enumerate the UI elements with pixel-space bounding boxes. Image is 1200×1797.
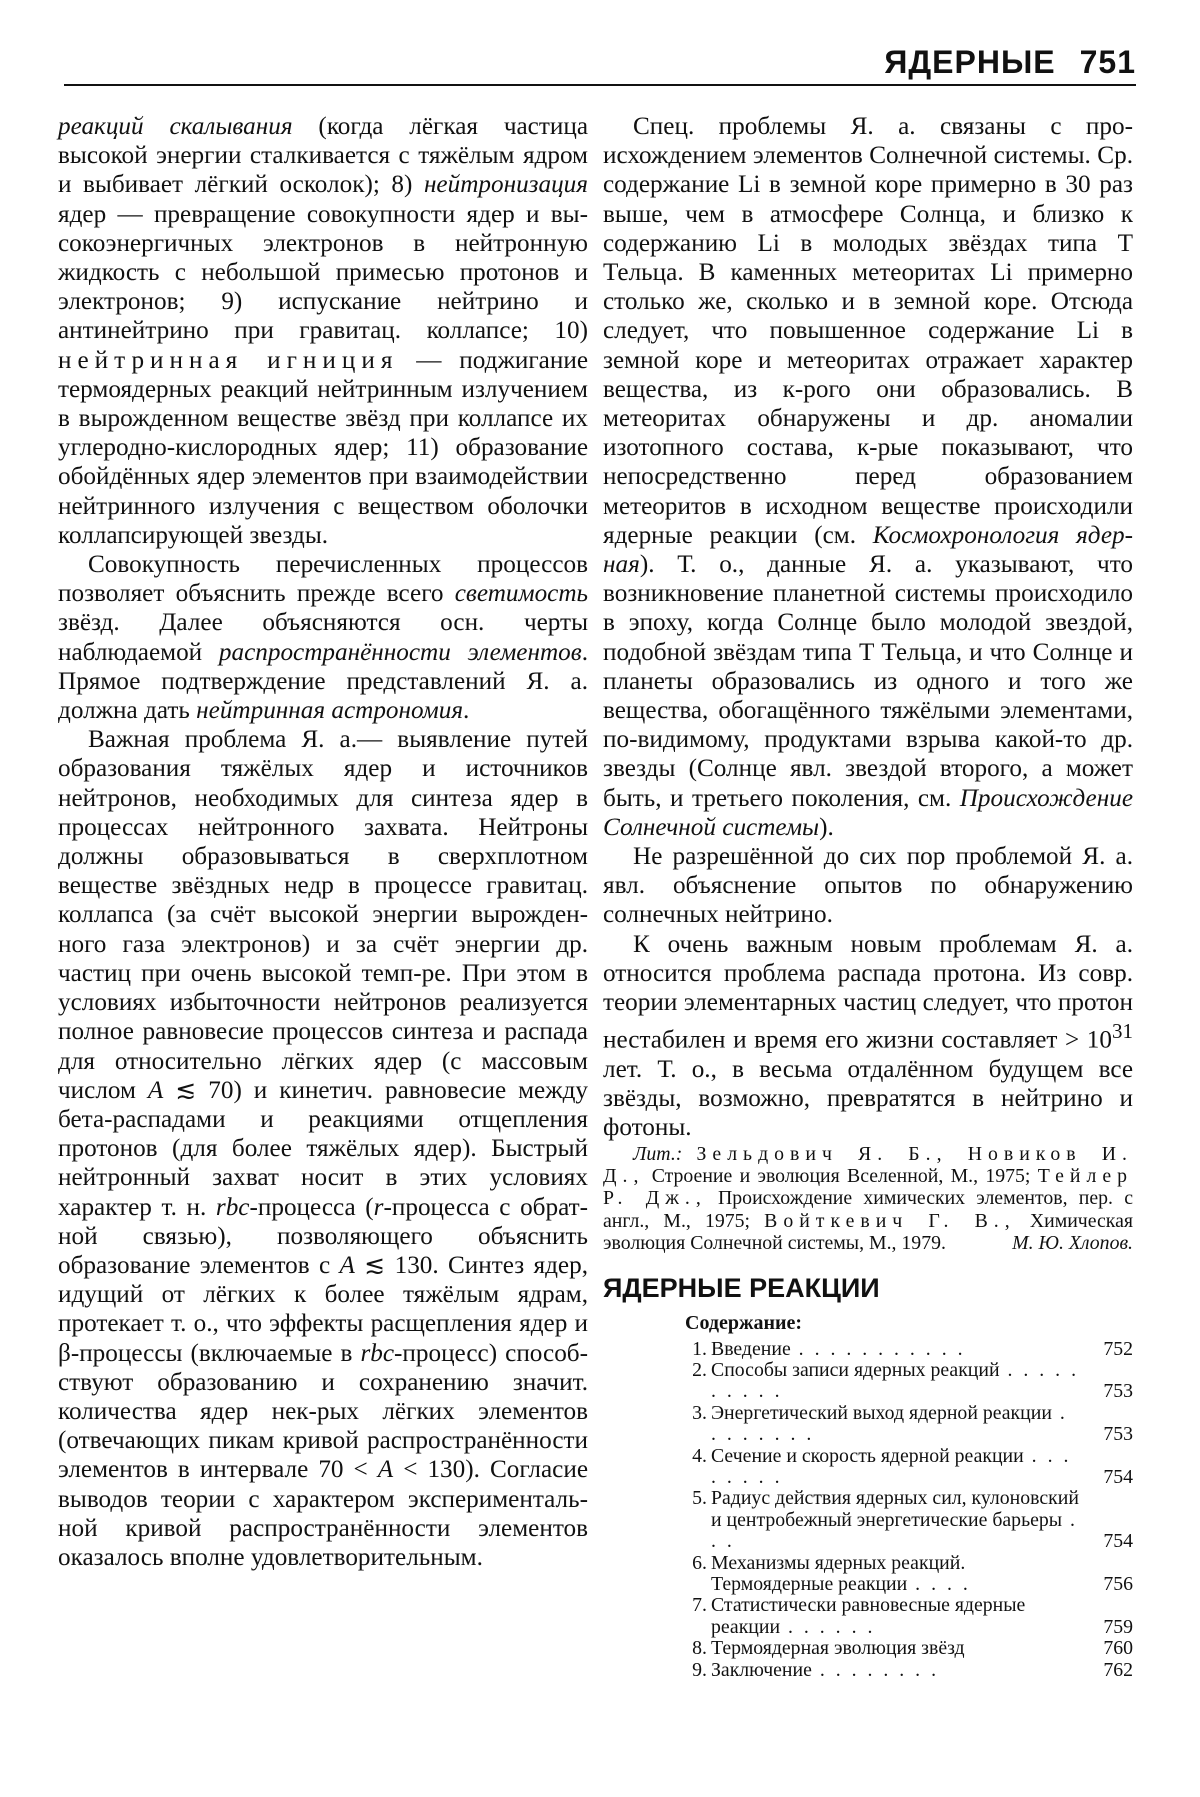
text: < 130). Согласие выводов теории с характером экспериментальной кривой распространённости элементов оказалось вполне удовлетворительным.: [58, 1456, 589, 1571]
paragraph: [58, 550, 588, 725]
symbol: rbc: [360, 1339, 395, 1367]
toc-text: Статистически равновесные ядерные реакции: [711, 1594, 1026, 1638]
text: лет. Т. о., в весьма отдалённом будущем все звёзды, возможно, превратятся в нейтрино и фотоны.: [603, 1055, 1133, 1142]
text: ≲ 130. Синтез ядер, идущий от лёгких к более тяжёлым ядрам, протекает т. о., что эффекты расщепления ядер и β-процессы (включаемые в: [58, 1251, 589, 1367]
toc-page: 760: [1103, 1637, 1133, 1660]
text: -процесса с обратной связью), позволяющего объяснить образование элементов с: [58, 1193, 588, 1279]
text: Не разрешённой до сих пор проблемой Я. а. явл. объяснение опытов по обнаружению солнечных нейтрино.: [603, 843, 1133, 929]
literature: [603, 1143, 1133, 1255]
page-number: 751: [1079, 44, 1136, 80]
paragraph: [58, 725, 588, 1572]
toc-item[interactable]: 1. Введение . . . . . . . . . . . 752: [685, 1339, 1133, 1360]
paragraph: [603, 930, 1133, 1143]
cross-reference: светимость: [454, 580, 588, 608]
text: -процесса (: [249, 1193, 374, 1221]
left-column: [58, 112, 588, 1572]
section-title: ЯДЕРНЫЕ РЕАКЦИИ: [603, 1272, 880, 1303]
cross-reference: Происхождение Солнечной системы: [603, 784, 1133, 841]
term: реакций скалывания: [58, 113, 293, 140]
text: Строение и эволюция Вселенной, М., 1975;: [644, 1164, 1038, 1187]
toc-page: 753: [1103, 1423, 1133, 1446]
header-title: ЯДЕРНЫЕ: [884, 44, 1056, 80]
author: Тейлер Р. Дж.,: [603, 1164, 1133, 1210]
paragraph: [603, 112, 1133, 842]
toc-number: 2.: [692, 1358, 707, 1381]
cross-reference: Космохронология ядерная: [603, 521, 1134, 579]
toc-item[interactable]: [685, 1638, 1133, 1659]
symbol: rbc: [215, 1193, 250, 1221]
toc-page: 754: [1103, 1530, 1133, 1553]
header-rule: [64, 84, 1136, 86]
toc-number: 7.: [692, 1594, 707, 1617]
toc-number: 5.: [692, 1487, 707, 1510]
running-header: [64, 44, 1136, 84]
text: Химическая эволюция Солнечной системы, М., 1979.: [603, 1209, 1133, 1255]
toc-item[interactable]: 3. Энергетический выход ядерной реакции . . . . . . . . 753: [685, 1403, 1133, 1446]
toc-item[interactable]: 2. Способы записи ядерных реакций . . . . . . . . . . 753: [685, 1360, 1133, 1403]
toc-page: 759: [1103, 1615, 1133, 1638]
toc-page: 754: [1103, 1465, 1133, 1488]
toc-text: Сечение и скорость ядерной реакции: [711, 1444, 1024, 1467]
toc-page: 756: [1103, 1573, 1133, 1595]
author: Зельдович Я. Б., Новиков И. Д.,: [603, 1142, 1133, 1187]
cross-reference: распространённости элементов: [218, 638, 582, 666]
symbol: A: [339, 1251, 355, 1279]
toc-page: 753: [1103, 1380, 1133, 1403]
toc-text: Заключение: [711, 1658, 812, 1681]
text: звёзд. Далее объясняются осн. черты наблюдаемой: [58, 609, 588, 666]
article-signature: М. Ю. Хлопов.: [1012, 1232, 1133, 1255]
toc-text: Способы записи ядерных реакций: [711, 1358, 1000, 1381]
text: Происхождение химических элементов, пер. с англ., М., 1975;: [603, 1187, 1133, 1232]
exponent: 31: [1112, 1019, 1133, 1044]
toc-text: Механизмы ядерных реакций. Термоядерные реакции: [711, 1551, 966, 1595]
toc-text: Энергетический выход ядерной реакции: [711, 1401, 1052, 1424]
toc-number: 9.: [692, 1658, 707, 1681]
toc-number: 8.: [692, 1637, 707, 1660]
toc-page: 762: [1103, 1658, 1133, 1681]
text: (когда лёгкая частица высокой энергии сталкивается с тяжёлым ядром и выбивает лёгкий осколок); 8): [58, 113, 589, 199]
symbol: r: [373, 1193, 384, 1221]
toc-item[interactable]: 6. Механизмы ядерных реакций. Термоядерные реакции . . . . 756: [685, 1553, 1133, 1596]
symbol: A: [147, 1076, 164, 1104]
text: К очень важным новым проблемам Я. а. относится проблема распада протона. Из совр. теории элементарных частиц следует, что протон нестабилен и время его жизни составляет > 10: [603, 930, 1133, 1054]
right-column: [603, 112, 1133, 1681]
text: .: [463, 697, 470, 725]
literature-label: Лит.:: [633, 1142, 683, 1165]
text: -процесс) способствуют образованию и сохранению значит. количества ядер нек-рых лёгких элементов (отвечающих пикам кривой распространённости элементов в интервале 70 <: [58, 1339, 588, 1484]
toc-item[interactable]: 5. Радиус действия ядерных сил, кулоновский и центробежный энергетические барьеры . . . 754: [685, 1488, 1133, 1552]
text: ядер — превращение совокупности ядер и высокоэнергичных электронов в нейтронную жидкость с небольшой примесью протонов и электронов; 9) испускание нейтрино и антинейтрино при гравитац. коллапсе; 10): [58, 200, 588, 345]
spaced-term: нейтринная игниция: [58, 346, 399, 374]
term: нейтронизация: [423, 171, 588, 199]
paragraph: [603, 842, 1133, 930]
text: ). Т. о., данные Я. а. указывают, что возникновение планетной системы происходило в эпоху, когда Солнце было молодой звездой, подобной звёздам типа Т Тельца, и что Солнце и планеты образовались из одного и того же вещества, обогащённого тяжёлыми элементами, по-видимому, продуктами взрыва какой-то др. звезды (Солнце явл. звездой второго, а может быть, и третьего поколения, см.: [603, 551, 1133, 812]
cross-reference: нейтринная астрономия: [196, 697, 464, 725]
contents-label: Содержание:: [685, 1311, 803, 1334]
toc-text: Радиус действия ядерных сил, кулоновский и центробежный энергетические барьеры: [711, 1487, 1079, 1531]
text: Важная проблема Я. а.— выявление путей образования тяжёлых ядер и источников нейтронов, необходимых для синтеза ядер в процессах нейтронного захвата. Нейтроны должны образовываться в сверхплотном веществе звёздных недр в процессе гравитац. коллапса (за счёт высокой энергии вырожденного газа электронов) и за счёт энергии др. частиц при очень высокой темп-ре. При этом в условиях избыточности нейтронов реализуется полное равновесие процессов синтеза и распада для относительно лёгких ядер (с массовым числом: [58, 726, 588, 1104]
toc-text: Термоядерная эволюция звёзд: [711, 1637, 965, 1660]
table-of-contents: [685, 1339, 1133, 1682]
toc-item[interactable]: 4. Сечение и скорость ядерной реакции . . . . . . . . 754: [685, 1446, 1133, 1489]
text: — поджигание термоядерных реакций нейтринным излучением в вырожденном веществе звёзд при коллапсе их углеродно-кислородных ядер; 11) образование обойдённых ядер элементов при взаимодействии нейтринного излучения с веществом оболочки коллапсирующей звезды.: [58, 346, 588, 549]
toc-number: 4.: [692, 1444, 707, 1467]
toc-page: 752: [1103, 1337, 1133, 1360]
symbol: A: [377, 1456, 394, 1484]
text: ≲ 70) и кинетич. равновесие между бета-распадами и реакциями отщепления протонов (для более тяжёлых ядер). Быстрый нейтронный захват носит в этих условиях характер т. н.: [58, 1076, 589, 1221]
toc-text: Введение: [711, 1337, 791, 1360]
text: . Прямое подтверждение представлений Я. а. должна дать: [58, 638, 588, 725]
paragraph: [58, 112, 588, 550]
text: ).: [819, 813, 834, 841]
toc-number: 6.: [692, 1551, 707, 1574]
text: Спец. проблемы Я. а. связаны с происхождением элементов Солнечной системы. Ср. содержание Li в земной коре примерно в 30 раз выше, чем в атмосфере Солнца, и близко к содержанию Li в молодых звёздах типа Т Тельца. В каменных метеоритах Li примерно столько же, сколько и в земной коре. Отсюда следует, что повышенное содержание Li в земной коре и метеоритах отражает характер вещества, из к-рого они образовались. В метеоритах обнаружены и др. аномалии изотопного состава, к-рые показывают, что непосредственно перед образованием метеоритов в исходном веществе происходили ядерные реакции (см.: [603, 113, 1133, 549]
text: Совокупность перечисленных процессов позволяет объяснить прежде всего: [58, 551, 588, 608]
toc-item[interactable]: 9. Заключение . . . . . . . . 762: [685, 1660, 1133, 1681]
toc-number: 3.: [692, 1401, 707, 1424]
toc-number: 1.: [692, 1337, 707, 1360]
author: Войткевич Г. В.,: [764, 1209, 1016, 1232]
toc-item[interactable]: 7. Статистически равновесные ядерные реакции . . . . . . 759: [685, 1595, 1133, 1638]
